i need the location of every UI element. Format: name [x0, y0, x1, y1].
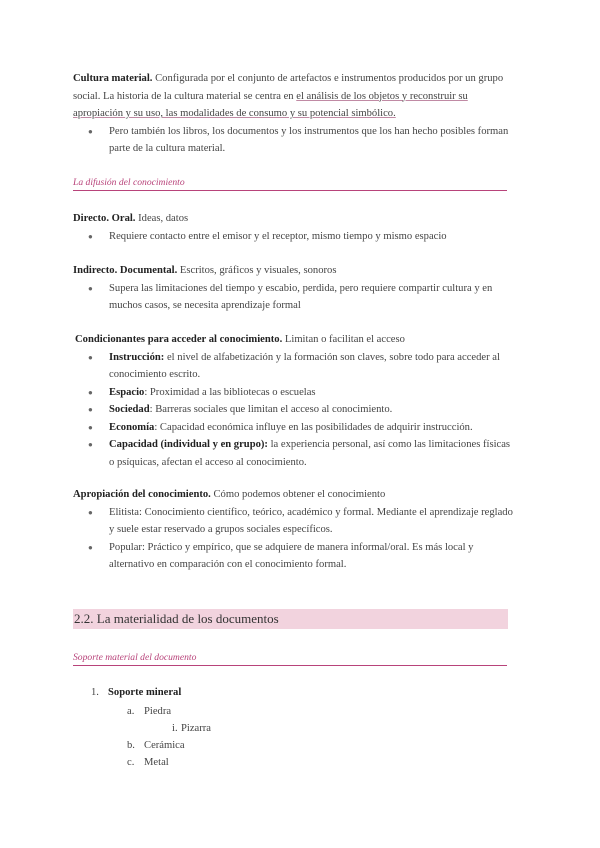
list-item: ● Capacidad (individual y en grupo): la experiencia personal, así como las limitaciones físicas o psíquicas, afectan el acceso al conocimiento.	[73, 436, 515, 471]
definition-text: Cómo podemos obtener el conocimiento	[210, 489, 386, 500]
list-item-soporte-mineral: Soporte mineral	[108, 687, 182, 698]
paragraph-cultura-material	[73, 70, 513, 158]
list-item: ● Economía: Capacidad económica influye en las posibilidades de adquirir instrucción.	[73, 419, 515, 437]
list-item: ● Pero también los libros, los documentos y los instrumentos que los han hecho posibles forman parte de la cultura material.	[73, 123, 513, 158]
list-item: ● Instrucción: el nivel de alfabetización y la formación son claves, sobre todo para acceder al conocimiento escrito.	[73, 349, 515, 384]
list-item: ● Sociedad: Barreras sociales que limitan el acceso al conocimiento.	[73, 401, 515, 419]
list-item: ● Popular: Práctico y empírico, que se adquiere de manera informal/oral. Es más local y alternativo en comparación con el conocimiento formal.	[73, 539, 513, 574]
definition-text: Limitan o facilitan el acceso	[282, 334, 405, 345]
term-directo: Directo. Oral.	[73, 213, 136, 224]
definition-text: Escritos, gráficos y visuales, sonoros	[177, 265, 337, 276]
subheading-difusion: La difusión del conocimiento	[73, 176, 507, 191]
list-letter: a.	[127, 706, 135, 717]
definition-text: Ideas, datos	[135, 213, 189, 224]
underlined-text: el análisis de los objetos y reconstruir su apropiación y su uso, las modalidades de consumo y su potencial simbólico.	[73, 90, 468, 119]
section-heading: 2.2. La materialidad de los documentos	[73, 609, 508, 629]
list-item-metal: Metal	[144, 757, 169, 768]
bullet-list	[73, 504, 513, 574]
bullet-list	[73, 123, 513, 158]
list-letter: b.	[127, 740, 135, 751]
paragraph-indirecto	[73, 262, 513, 315]
list-roman: i.	[172, 723, 178, 734]
list-item-piedra: Piedra	[144, 706, 172, 717]
subheading-soporte: Soporte material del documento	[73, 651, 507, 666]
definition-text: Configurada por el conjunto de artefactos e instrumentos producidos por un grupo social. La historia de la cultura material se centra en	[73, 73, 504, 102]
term-condicionantes: Condicionantes para acceder al conocimiento.	[75, 334, 283, 345]
term-apropiacion: Apropiación del conocimiento.	[73, 489, 211, 500]
paragraph-directo	[73, 210, 513, 245]
list-item: ● Requiere contacto entre el emisor y el receptor, mismo tiempo y mismo espacio	[73, 228, 513, 246]
term-cultura-material: Cultura material.	[73, 73, 153, 84]
list-number: 1.	[91, 687, 99, 698]
bullet-list	[73, 349, 515, 472]
paragraph-condicionantes	[75, 331, 515, 471]
list-item: ● Espacio: Proximidad a las bibliotecas o escuelas	[73, 384, 515, 402]
list-item-ceramica: Cerámica	[144, 740, 185, 751]
bullet-list	[73, 280, 513, 315]
list-item-pizarra: Pizarra	[181, 723, 211, 734]
list-item: ● Elitista: Conocimiento científico, teórico, académico y formal. Mediante el aprendizaje reglado y suele estar reservado a grupos sociales específicos.	[73, 504, 513, 539]
list-item: ● Supera las limitaciones del tiempo y escabio, perdida, pero requiere compartir cultura y en muchos casos, se necesita aprendizaje formal	[73, 280, 513, 315]
term-indirecto: Indirecto. Documental.	[73, 265, 178, 276]
bullet-list	[73, 228, 513, 246]
list-letter: c.	[127, 757, 135, 768]
paragraph-apropiacion	[73, 486, 513, 574]
